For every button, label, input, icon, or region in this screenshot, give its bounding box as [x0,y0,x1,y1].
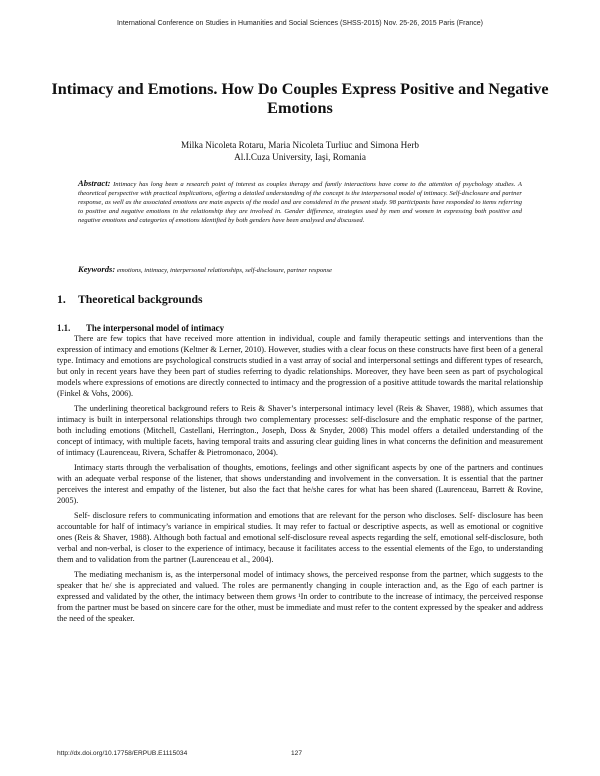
abstract-text: Intimacy has long been a research point of interest as couples therapy and family interactions have come to the attention of psychology studies. A theoretical perspective with practical implications, offering a detailed understanding of the concept is the interpersonal model of intimacy. Self-disclosure and partner response, as well as the associated emotions are main aspects of the model and are considered in the present study. 98 participants have responded to items referring to positive and negative emotions in the relationship they are involved in. Gender difference, strategies used by men and women in expressing both positive and negative emotions and categories of emotions identified by both genders have been analysed and discussed. [78,181,522,225]
subsection-number: 1.1. [57,323,71,333]
keywords [78,264,522,274]
paper-title: Intimacy and Emotions. How Do Couples Express Positive and Negative Emotions [51,80,549,117]
keywords-text: emotions, intimacy, interpersonal relationships, self-disclosure, partner response [116,267,332,274]
body-paragraph: Intimacy starts through the verbalisation of thoughts, emotions, feelings and other significant aspects by one of the partners and continues with an adequate verbal response of the listener, that shows understanding and involvement in the conversation. It is essential that the partner perceives the interest and empathy of the listener, but also the fact that he/she cares for what has been shared (Laurenceau, Barrett & Rovine, 2005). [57,463,543,506]
running-header: International Conference on Studies in Humanities and Social Sciences (SHSS-2015) Nov. 25-26, 2015 Paris (France) [116,20,483,27]
body-paragraph: The underlining theoretical background refers to Reis & Shaver’s interpersonal intimacy level (Reis & Shaver, 1988), which assumes that intimacy is built in interpersonal relationships through two complementary processes: self-disclosure and the emphatic response of the partner, both including emotions (Mitchell, Castellani, Herrington., Joseph, Doss & Snyder, 2008) This model offers a detailed understanding of the concept of intimacy, with multiple facets, having temporal traits and assuring clear guiding lines in what concerns the definition and measurement of intimacy (Laurenceau, Rivera, Schaffer & Pietromonaco, 2004). [57,404,543,458]
subsection-title: The interpersonal model of intimacy [86,323,225,333]
abstract-label: Abstract: [78,178,111,188]
body-paragraph: Self- disclosure refers to communicating information and emotions that are relevant for the person who discloses. Self- disclosure has been accountable for half of intimacy’s variance in empirical studies. It may refer to factual or descriptive aspects, as well as emotional or cognitive ones (Reis & Shaver, 1988). Although both factual and emotional self-disclosure reveal aspects regarding the self, emotional self-disclosure, both verbal and non-verbal, is closer to the experience of intimacy, because it facilitates access to the essential elements of the Ego, to understanding them and to validation from the partner (Laurenceau et al., 2004). [57,510,543,565]
section-heading [57,293,203,306]
section-number: 1. [57,293,66,306]
author-list: Milka Nicoleta Rotaru, Maria Nicoleta Turliuc and Simona Herb [180,140,420,150]
body-paragraph: There are few topics that have received more attention in individual, couple and family therapeutic settings and interventions than the expression of intimacy and emotions (Keltner & Lerner, 2010). However, studies with a clear focus on these constructs have first been of a general type. Intimacy and emotions are psychological constructs studied in a vast array of social and interpersonal settings and different types of research, but only in recent years have they been part of studies referring to dyadic relationships. Moreover, they have been seen as part of psychological models where expressions of emotions are directly connected to intimacy and the progression of a positive attitude towards the marital relationship (Finkel & Vohs, 2006). [57,334,543,399]
body-text [57,333,543,624]
affiliation: Al.I.Cuza University, Iaşi, Romania [234,152,366,162]
doi-link[interactable]: http://dx.doi.org/10.17758/ERPUB.E1115034 [57,750,188,757]
page-number: 127 [291,750,303,757]
section-title: Theoretical backgrounds [78,293,203,306]
subsection-heading [57,323,224,333]
abstract [78,179,522,225]
keywords-label: Keywords: [78,264,116,274]
body-paragraph: The mediating mechanism is, as the interpersonal model of intimacy shows, the perceived response from the partner, which suggests to the speaker that he/ she is appreciated and valued. The roles are permanently changing in couple interaction and, as the Ego of each partner is expressed and validated by the other, the intimacy between them grows ¹In order to contribute to the increase of intimacy, the perceived response from the partner must be based on sincere care for the other, must be immediate and must refer to the content expressed by the speaker and address the need of the speaker. [57,569,543,624]
